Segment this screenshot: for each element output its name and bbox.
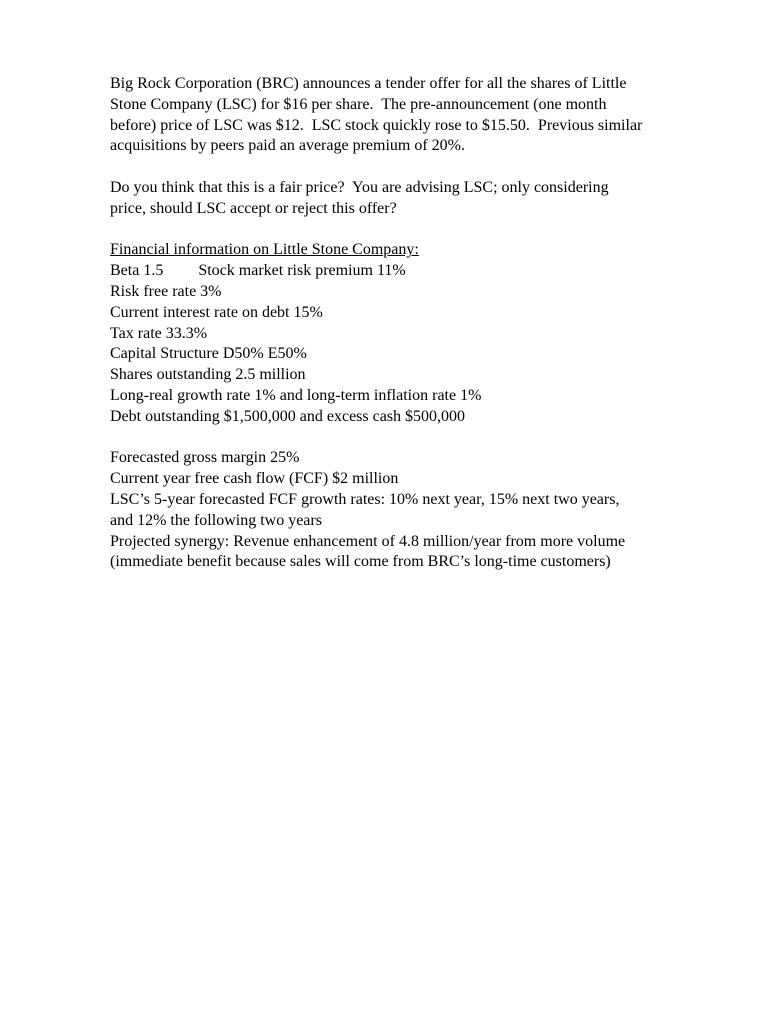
intro-line: Stone Company (LSC) for $16 per share. The pre-announcement (one month [110,95,607,113]
forecast-line: LSC’s 5-year forecasted FCF growth rates: 10% next year, 15% next two years, [110,490,620,508]
financial-item: Shares outstanding 2.5 million [110,366,306,384]
paragraph-spacer [110,428,730,449]
financial-item: Debt outstanding $1,500,000 and excess cash $500,000 [110,407,466,425]
financial-item: Risk free rate 3% [110,282,222,300]
question-line: Do you think that this is a fair price? You are advising LSC; only considering [110,178,609,196]
forecast-line: (immediate benefit because sales will come from BRC’s long-time customers) [110,553,611,571]
beta-line [110,261,730,282]
paragraph-spacer [110,157,730,178]
paragraph-spacer [110,220,730,241]
intro-line: Big Rock Corporation (BRC) announces a tender offer for all the shares of Little [110,75,627,92]
forecast-line: and 12% the following two years [110,511,322,529]
beta-value: Beta 1.5 [110,262,164,280]
financial-item: Long-real growth rate 1% and long-term inflation rate 1% [110,386,482,404]
question-line: price, should LSC accept or reject this offer? [110,199,397,217]
financial-item: Tax rate 33.3% [110,324,208,342]
forecast-line: Current year free cash flow (FCF) $2 million [110,470,399,488]
financial-info-section [110,240,730,427]
question-paragraph [110,178,730,220]
intro-line: before) price of LSC was $12. LSC stock quickly rose to $15.50. Previous similar [110,116,643,134]
forecast-line: Projected synergy: Revenue enhancement of 4.8 million/year from more volume [110,532,626,550]
financial-info-heading: Financial information on Little Stone Company: [110,241,419,259]
intro-paragraph [110,74,730,157]
forecast-section [110,448,730,573]
intro-line: acquisitions by peers paid an average premium of 20%. [110,137,465,155]
financial-item: Capital Structure D50% E50% [110,345,307,363]
financial-item: Current interest rate on debt 15% [110,303,323,321]
market-risk-premium: Stock market risk premium 11% [198,262,406,280]
forecast-line: Forecasted gross margin 25% [110,449,300,467]
document-page [110,74,730,573]
